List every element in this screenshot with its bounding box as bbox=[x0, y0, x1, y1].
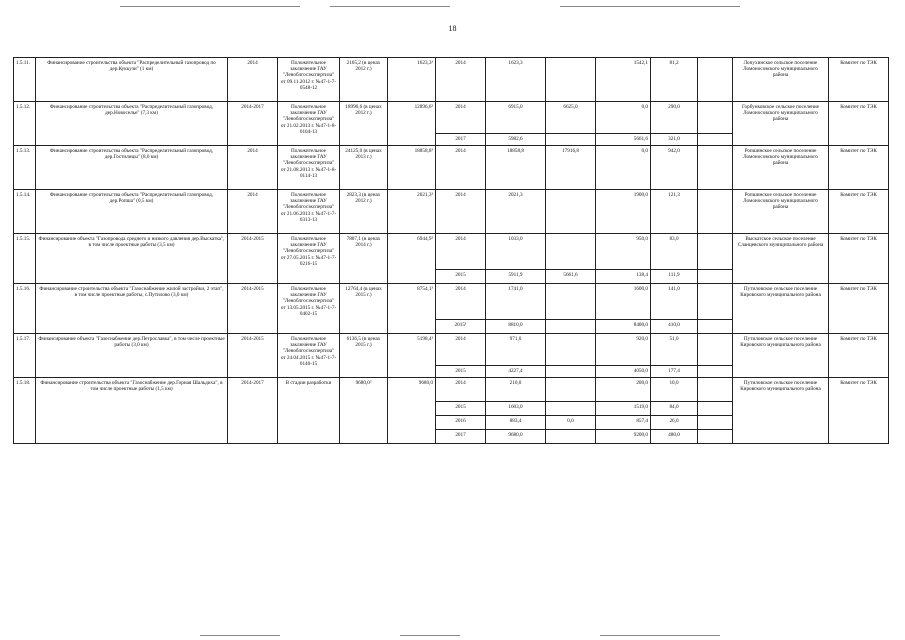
item-total: 2021,3³ bbox=[388, 190, 436, 234]
item-years: 2014 bbox=[228, 146, 278, 190]
item-years: 2014 bbox=[228, 190, 278, 234]
sub-blank bbox=[698, 416, 733, 430]
sub-year: 2014 bbox=[436, 102, 486, 134]
sub-local: 480,0 bbox=[651, 430, 698, 444]
sub-local: 111,9 bbox=[651, 270, 698, 284]
sub-year: 2014 bbox=[436, 58, 486, 102]
item-total: 1623,3³ bbox=[388, 58, 436, 102]
item-years: 2014-2015 bbox=[228, 234, 278, 284]
item-recipient: Путиловское сельское поселение Кировского муниципального района bbox=[733, 378, 829, 444]
bottom-rule-3 bbox=[600, 635, 720, 636]
sub-regional: 4050,0 bbox=[596, 366, 651, 378]
item-committee: Комитет по ТЭК bbox=[829, 234, 889, 284]
sub-federal: 17916,8 bbox=[546, 146, 596, 190]
item-cost: 24125,0 (в ценах 2013 г.) bbox=[340, 146, 388, 190]
item-cost: 2823,3 (в ценах 2012 г.) bbox=[340, 190, 388, 234]
item-recipient: Лопухинское сельское поселение Ломоносовского муниципального района bbox=[733, 58, 829, 102]
sub-year: 2016 bbox=[436, 416, 486, 430]
sub-sum: 1741,0 bbox=[486, 284, 546, 320]
item-name: Финансирование объекта "Газопровода среднего и низкого давления дер.Выскатка", в том числе проектные работы (3,5 км) bbox=[36, 234, 228, 284]
sub-federal: 5661,6 bbox=[546, 270, 596, 284]
item-recipient: Ропшинское сельское поселение Ломоносовского муниципального района bbox=[733, 146, 829, 190]
sub-federal bbox=[546, 58, 596, 102]
sub-federal bbox=[546, 134, 596, 146]
sub-sum: 971,0 bbox=[486, 334, 546, 366]
bottom-rule-2 bbox=[400, 635, 460, 636]
item-number: 1.5.17. bbox=[14, 334, 36, 378]
item-expertise-doc: В стадии разработки bbox=[278, 378, 340, 444]
sub-blank bbox=[698, 234, 733, 270]
item-expertise-doc: Положительное заключение ГАУ "Леноблгосэкспертиза" от 21.06.2013 г. №47-1-7-0313-13 bbox=[278, 190, 340, 234]
item-cost: 12764,4 (в ценах 2015 г.) bbox=[340, 284, 388, 334]
table-row bbox=[14, 190, 889, 234]
sub-regional: 0,0 bbox=[596, 146, 651, 190]
sub-local: 410,0 bbox=[651, 320, 698, 334]
sub-blank bbox=[698, 270, 733, 284]
sub-federal bbox=[546, 430, 596, 444]
sub-sum: 1033,0 bbox=[486, 234, 546, 270]
sub-regional: 920,0 bbox=[596, 334, 651, 366]
sub-federal bbox=[546, 234, 596, 270]
sub-blank bbox=[698, 378, 733, 402]
sub-year: 2014 bbox=[436, 378, 486, 402]
item-total: 12896,6² bbox=[388, 102, 436, 146]
sub-blank bbox=[698, 134, 733, 146]
table-row bbox=[14, 234, 889, 270]
sub-federal: 0,0 bbox=[546, 416, 596, 430]
item-years: 2014-2017 bbox=[228, 102, 278, 146]
sub-local: 10,0 bbox=[651, 378, 698, 402]
sub-blank bbox=[698, 366, 733, 378]
sub-sum: 8810,0 bbox=[486, 320, 546, 334]
sub-regional: 1519,0 bbox=[596, 402, 651, 416]
item-cost: 7807,1 (в ценах 2014 г.) bbox=[340, 234, 388, 284]
sub-sum: 6915,0 bbox=[486, 102, 546, 134]
table-row bbox=[14, 284, 889, 320]
item-expertise-doc: Положительное заключение ГАУ "Леноблгосэкспертиза" от 21.02.2013 г. №47-1-8-0104-13 bbox=[278, 102, 340, 146]
sub-local: 942,0 bbox=[651, 146, 698, 190]
item-cost: 6136,5 (в ценах 2015 г.) bbox=[340, 334, 388, 378]
item-total: 6944,9² bbox=[388, 234, 436, 284]
item-expertise-doc: Положительное заключение ГАУ "Леноблгосэкспертиза" от 09.11.2012 г. №47-1-7-0548-12 bbox=[278, 58, 340, 102]
item-name: Финансирование объекта "Газоснабжение дер.Петрославка", в том числе проектные работы (3,0 км) bbox=[36, 334, 228, 378]
sub-local: 83,0 bbox=[651, 234, 698, 270]
sub-federal bbox=[546, 378, 596, 402]
sub-blank bbox=[698, 402, 733, 416]
item-name: Финансирование строительства объекта "Распределительный газопровод, дер.Ропша" (0,5 км) bbox=[36, 190, 228, 234]
item-total: 9680,0 bbox=[388, 378, 436, 444]
sub-regional: 9200,0 bbox=[596, 430, 651, 444]
sub-sum: 1623,3 bbox=[486, 58, 546, 102]
sub-federal bbox=[546, 190, 596, 234]
sub-year: 2014 bbox=[436, 190, 486, 234]
item-cost: 9680,0² bbox=[340, 378, 388, 444]
item-years: 2014 bbox=[228, 58, 278, 102]
item-expertise-doc: Положительное заключение ГАУ "Леноблгосэкспертиза" от 13.05.2015 г. №47-1-7-0402-15 bbox=[278, 284, 340, 334]
sub-regional: 857,4 bbox=[596, 416, 651, 430]
sub-blank bbox=[698, 102, 733, 134]
sub-sum: 4227,4 bbox=[486, 366, 546, 378]
item-number: 1.5.13. bbox=[14, 146, 36, 190]
item-number: 1.5.11. bbox=[14, 58, 36, 102]
item-name: Финансирование строительства объекта "Распределительный газопровод, дер.Новоселье" (7,3 км) bbox=[36, 102, 228, 146]
sub-year: 2015¹ bbox=[436, 320, 486, 334]
item-expertise-doc: Положительное заключение ГАУ "Леноблгосэкспертиза" от 21.08.2013 г. №47-1-8-0114-13 bbox=[278, 146, 340, 190]
table-row bbox=[14, 102, 889, 134]
sub-local: 51,0 bbox=[651, 334, 698, 366]
top-rule-left bbox=[120, 6, 300, 7]
sub-blank bbox=[698, 190, 733, 234]
program-table bbox=[13, 57, 889, 444]
item-committee: Комитет по ТЭК bbox=[829, 378, 889, 444]
item-total: 5198,4³ bbox=[388, 334, 436, 378]
sub-year: 2015 bbox=[436, 402, 486, 416]
sub-regional: 138,4 bbox=[596, 270, 651, 284]
sub-regional: 1600,0 bbox=[596, 284, 651, 320]
item-number: 1.5.14. bbox=[14, 190, 36, 234]
item-recipient: Путиловское сельское поселение Кировского муниципального района bbox=[733, 334, 829, 378]
top-rule-right bbox=[560, 6, 740, 7]
sub-local: 141,0 bbox=[651, 284, 698, 320]
sub-blank bbox=[698, 430, 733, 444]
item-committee: Комитет по ТЭК bbox=[829, 58, 889, 102]
sub-regional: 1542,1 bbox=[596, 58, 651, 102]
sub-blank bbox=[698, 284, 733, 320]
sub-local: 290,0 bbox=[651, 102, 698, 134]
page-number: 18 bbox=[448, 24, 457, 33]
bottom-rule-1 bbox=[200, 635, 280, 636]
sub-blank bbox=[698, 58, 733, 102]
sub-sum: 210,0 bbox=[486, 378, 546, 402]
item-expertise-doc: Положительное заключение ГАУ "Леноблгосэкспертиза" от 27.05.2015 г. №47-1-7-0216-15 bbox=[278, 234, 340, 284]
sub-sum: 5982,6 bbox=[486, 134, 546, 146]
sub-sum: 883,4 bbox=[486, 416, 546, 430]
item-number: 1.5.12. bbox=[14, 102, 36, 146]
sub-sum: 2021,3 bbox=[486, 190, 546, 234]
item-recipient: Выскатское сельское поселение Сланцевского муниципального района bbox=[733, 234, 829, 284]
item-recipient: Ропшинское сельское поселение Ломоносовского муниципального района bbox=[733, 190, 829, 234]
sub-year: 2014 bbox=[436, 146, 486, 190]
item-cost: 2165,2 (в ценах 2012 г.) bbox=[340, 58, 388, 102]
item-committee: Комитет по ТЭК bbox=[829, 284, 889, 334]
sub-blank bbox=[698, 146, 733, 190]
item-committee: Комитет по ТЭК bbox=[829, 146, 889, 190]
sub-sum: 1603,0 bbox=[486, 402, 546, 416]
item-years: 2014-2015 bbox=[228, 334, 278, 378]
sub-sum: 5911,9 bbox=[486, 270, 546, 284]
sub-federal bbox=[546, 366, 596, 378]
sub-year: 2017 bbox=[436, 134, 486, 146]
item-recipient: Горбунковское сельское поселение Ломоносовского муниципального района bbox=[733, 102, 829, 146]
sub-regional: 1900,0 bbox=[596, 190, 651, 234]
sub-regional: 0,0 bbox=[596, 102, 651, 134]
item-cost: 18996,6 (в ценах 2012 г.) bbox=[340, 102, 388, 146]
sub-federal bbox=[546, 402, 596, 416]
top-rule-mid bbox=[330, 6, 450, 7]
sub-year: 2015 bbox=[436, 270, 486, 284]
sub-regional: 200,0 bbox=[596, 378, 651, 402]
sub-blank bbox=[698, 320, 733, 334]
sub-regional: 950,0 bbox=[596, 234, 651, 270]
item-years: 2014-2015 bbox=[228, 284, 278, 334]
sub-sum: 18858,8 bbox=[486, 146, 546, 190]
item-name: Финансирование строительства объекта "Распределительный газопровод по дер.Куккузи" (1 км) bbox=[36, 58, 228, 102]
sub-year: 2014 bbox=[436, 284, 486, 320]
item-number: 1.5.15. bbox=[14, 234, 36, 284]
table-row bbox=[14, 334, 889, 366]
sub-federal bbox=[546, 284, 596, 320]
sub-local: 177,4 bbox=[651, 366, 698, 378]
item-committee: Комитет по ТЭК bbox=[829, 102, 889, 146]
item-name: Финансирование строительства объекта "Газоснабжение жилой застройки, 2 этап", в том числе проектные работы, с.Путилово (3,0 км) bbox=[36, 284, 228, 334]
sub-blank bbox=[698, 334, 733, 366]
sub-regional: 8400,0 bbox=[596, 320, 651, 334]
item-committee: Комитет по ТЭК bbox=[829, 190, 889, 234]
item-total: 18858,8³ bbox=[388, 146, 436, 190]
sub-local: 84,0 bbox=[651, 402, 698, 416]
table-row bbox=[14, 58, 889, 102]
sub-local: 321,0 bbox=[651, 134, 698, 146]
item-committee: Комитет по ТЭК bbox=[829, 334, 889, 378]
item-number: 1.5.18. bbox=[14, 378, 36, 444]
sub-sum: 9680,0 bbox=[486, 430, 546, 444]
item-total: 8754,1³ bbox=[388, 284, 436, 334]
table-row bbox=[14, 146, 889, 190]
sub-federal: 6625,0 bbox=[546, 102, 596, 134]
sub-federal bbox=[546, 320, 596, 334]
table-row bbox=[14, 378, 889, 402]
sub-local: 121,3 bbox=[651, 190, 698, 234]
item-expertise-doc: Положительное заключение ГАУ "Леноблгосэкспертиза" от 24.04.2015 г. №47-1-7-0140-15 bbox=[278, 334, 340, 378]
sub-local: 26,0 bbox=[651, 416, 698, 430]
item-recipient: Путиловское сельское поселение Кировского муниципального района bbox=[733, 284, 829, 334]
sub-year: 2014 bbox=[436, 334, 486, 366]
sub-year: 2017 bbox=[436, 430, 486, 444]
sub-regional: 5661,6 bbox=[596, 134, 651, 146]
sub-federal bbox=[546, 334, 596, 366]
item-number: 1.5.16. bbox=[14, 284, 36, 334]
sub-local: 81,2 bbox=[651, 58, 698, 102]
item-name: Финансирование строительства объекта "Распределительный газопровод, дер.Гостилицы" (8,0 км) bbox=[36, 146, 228, 190]
sub-year: 2015 bbox=[436, 366, 486, 378]
sub-year: 2014 bbox=[436, 234, 486, 270]
item-name: Финансирование строительства объекта "Газоснабжение дер.Горная Шальдиха", в том числе проектные работы (1,5 км) bbox=[36, 378, 228, 444]
item-years: 2014-2017 bbox=[228, 378, 278, 444]
